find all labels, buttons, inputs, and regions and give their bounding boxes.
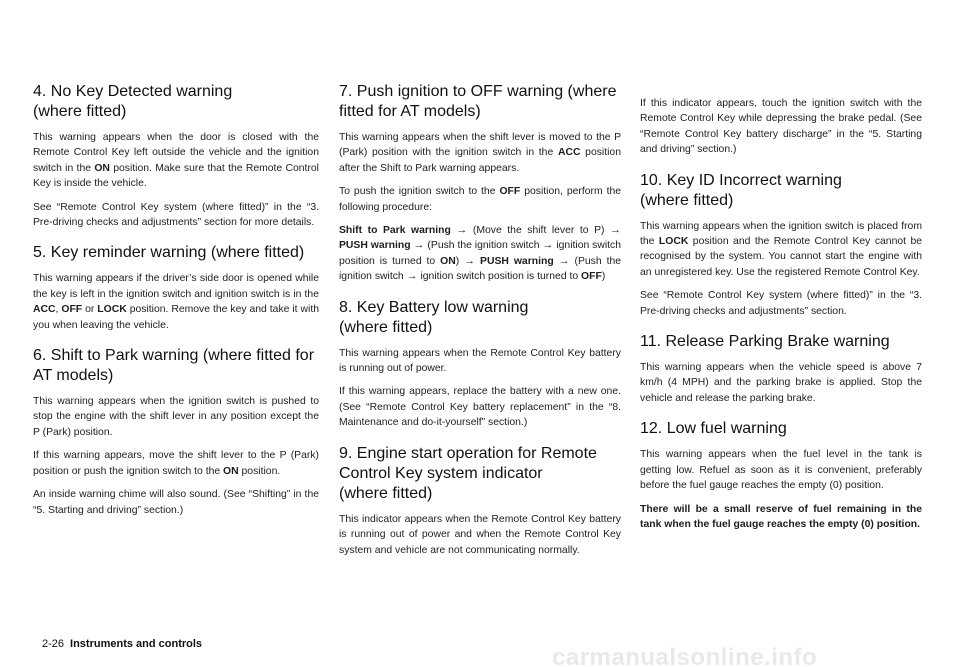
paragraph: This warning appears when the ignition switch is placed from the LOCK position and the Remote Control Key cannot be recognised by the system. You cannot start the engine with an unregistered key. Use the registered Remote Control Key. (640, 220, 923, 278)
heading-engine-start-indicator: 9. Engine start operation for Remote Control Key system indicator (where fitted) (339, 444, 597, 502)
heading-low-fuel: 12. Low fuel warning (640, 420, 787, 438)
paragraph: To push the ignition switch to the OFF position, perform the following procedure: (339, 186, 622, 213)
heading-key-id-incorrect: 10. Key ID Incorrect warning (where fitted) (640, 171, 842, 209)
paragraph: This warning appears when the Remote Control Key battery is running out of power. (339, 347, 621, 375)
paragraph: An inside warning chime will also sound. (See “Shifting” in the “5. Starting and driving” section.) (33, 489, 319, 516)
paragraph: See “Remote Control Key system (where fitted)” in the “3. Pre-driving checks and adjustments” section for more details. (33, 201, 319, 229)
column-left (33, 82, 319, 526)
paragraph: This indicator appears when the Remote Control Key battery is running out of power and when the Remote Control Key system and vehicle are not communicating normally. (339, 513, 621, 556)
paragraph: This warning appears when the door is closed with the Remote Control Key left outside the vehicle and the ignition switch in the ON position. Make sure that the Remote Control Key is inside the vehicle. (33, 132, 319, 190)
heading-key-reminder: 5. Key reminder warning (where fitted) (33, 244, 305, 262)
column-middle (339, 82, 621, 566)
paragraph-bold-note: There will be a small reserve of fuel remaining in the tank when the fuel gauge reaches the empty (0) position. (640, 503, 922, 530)
paragraph: This warning appears when the fuel level in the tank is getting low. Refuel as soon as it is convenient, preferably before the fuel gauge reaches the empty (0) position. (640, 449, 922, 492)
paragraph: If this indicator appears, touch the ignition switch with the Remote Control Key while depressing the brake pedal. (See “Remote Control Key battery discharge” in the “5. Starting and driving” section.) (640, 98, 922, 156)
heading-no-key-detected: 4. No Key Detected warning (where fitted) (33, 83, 233, 120)
heading-shift-to-park: 6. Shift to Park warning (where fitted for AT models) (33, 347, 315, 385)
paragraph: See “Remote Control Key system (where fitted)” in the “3. Pre-driving checks and adjustments” section. (640, 290, 922, 317)
heading-key-battery-low: 8. Key Battery low warning (where fitted) (339, 298, 529, 336)
svg-text:carmanualsonline.info: carmanualsonline.info (552, 646, 818, 667)
page-footer (42, 638, 202, 650)
column-right (640, 96, 922, 540)
watermark-logo (552, 646, 948, 667)
paragraph: This warning appears when the vehicle speed is above 7 km/h (4 MPH) and the parking brake is applied. Stop the vehicle and release the parking brake. (640, 362, 922, 404)
heading-release-parking-brake: 11. Release Parking Brake warning (640, 333, 890, 351)
heading-push-ignition-off: 7. Push ignition to OFF warning (where fitted for AT models) (339, 83, 617, 120)
paragraph: This warning appears when the shift lever is moved to the P (Park) position with the ignition switch in the ACC position after the Shift to Park warning appears. (339, 132, 621, 174)
paragraph: This warning appears if the driver’s side door is opened while the key is left in the ignition switch and ignition switch is in the ACC, OFF or LOCK position. Remove the key and take it with you when leaving the vehicle. (33, 273, 319, 331)
page-number: 2-26 (42, 638, 65, 650)
procedure-steps: Shift to Park warning → (Move the shift lever to P) → PUSH warning → (Push the ignition switch → ignition switch position is turned to ON) → PUSH warning → (Push the ignition switch → ignition switch position is turned to OFF) (339, 224, 622, 283)
paragraph: This warning appears when the ignition switch is pushed to stop the engine with the shift lever in any position except the P (Park) position. (33, 396, 319, 438)
paragraph: If this warning appears, replace the battery with a new one. (See “Remote Control Key battery replacement” in the “8. Maintenance and do-it-yourself” section.) (339, 386, 621, 429)
paragraph: If this warning appears, move the shift lever to the P (Park) position or push the ignition switch to the ON position. (33, 450, 319, 477)
section-title: Instruments and controls (70, 638, 203, 650)
